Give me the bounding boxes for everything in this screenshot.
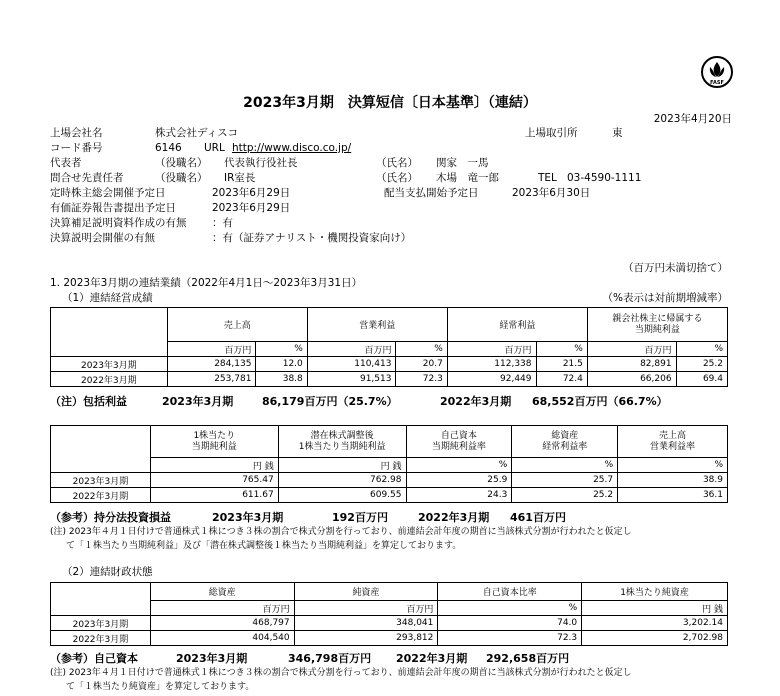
table-row: [51, 631, 728, 646]
own-capital-value1: 346,798百万円: [288, 652, 372, 665]
value-cell: 765.47: [150, 473, 278, 488]
url-label: URL: [204, 142, 225, 154]
unit-cell: 円 銭: [150, 458, 278, 473]
own-capital-value2: 292,658百万円: [486, 652, 570, 665]
col-header-total-assets: 総資産: [150, 583, 294, 601]
value-cell: 110,413: [307, 357, 396, 372]
value-cell: 92,449: [447, 372, 536, 387]
unit-cell: 百万円: [447, 342, 536, 357]
rep-name-label: （氏名）: [376, 157, 418, 169]
comprehensive-income-value2: 68,552百万円（66.7%）: [532, 395, 668, 408]
unit-cell: 百万円: [307, 342, 396, 357]
col-header-sales: 売上高: [167, 308, 307, 342]
value-cell: 2,702.98: [582, 631, 728, 646]
operating-results-table: [50, 307, 728, 387]
value-cell: 25.9: [406, 473, 512, 488]
note2-line1: (注) 2023年４月１日付けで普通株式１株につき３株の割合で株式分割を行っており、前連結会計年度の期首に当該株式分割が行われたと仮定し: [50, 668, 632, 678]
equity-method-period2: 2022年3月期: [418, 511, 490, 524]
unit-cell: 百万円: [167, 342, 256, 357]
value-cell: 404,540: [150, 631, 294, 646]
row-label: 2023年3月期: [51, 473, 151, 488]
supplementary-value: ：有: [212, 217, 233, 229]
value-cell: 38.8: [256, 372, 307, 387]
tel-value: 03-4590-1111: [567, 172, 642, 184]
corner-cell: [51, 583, 151, 601]
rep-label: 代表者: [50, 157, 82, 169]
contact-title-label: （役職名）: [155, 172, 208, 184]
unit-cell: 円 銭: [582, 601, 728, 616]
financial-position-table: [50, 582, 728, 646]
sub1-note: （%表示は対前期増減率）: [602, 292, 728, 304]
row-label: 2022年3月期: [51, 631, 151, 646]
comprehensive-income-value1: 86,179百万円（25.7%）: [262, 395, 398, 408]
unit-cell: %: [406, 458, 512, 473]
listed-label: 上場会社名: [50, 127, 103, 139]
comprehensive-income-label: （注）包括利益: [50, 395, 127, 408]
col-header-eps: 1株当たり 当期純利益: [150, 426, 278, 458]
supplementary-label: 決算補足説明資料作成の有無: [50, 217, 187, 229]
unit-row-label: [51, 342, 168, 357]
value-cell: 3,202.14: [582, 616, 728, 631]
value-cell: 72.3: [438, 631, 582, 646]
value-cell: 12.0: [256, 357, 307, 372]
row-label: 2023年3月期: [51, 616, 151, 631]
tel-label: TEL: [538, 172, 557, 184]
own-capital-label: （参考）自己資本: [50, 652, 138, 665]
code-value: 6146: [155, 142, 182, 154]
table-row: [51, 372, 728, 387]
sub2-heading: （2）連結財政状態: [62, 566, 153, 578]
unit-cell: %: [396, 342, 447, 357]
row-label: 2022年3月期: [51, 488, 151, 503]
value-cell: 66,206: [587, 372, 676, 387]
value-cell: 74.0: [438, 616, 582, 631]
contact-title: IR室長: [224, 172, 256, 184]
unit-cell: 百万円: [150, 601, 294, 616]
corner-cell: [51, 426, 151, 458]
value-cell: 25.7: [512, 473, 618, 488]
value-cell: 38.9: [618, 473, 728, 488]
logo-text: FASF: [710, 80, 724, 86]
release-date: 2023年4月20日: [653, 113, 732, 125]
own-capital-period1: 2023年3月期: [176, 652, 248, 665]
value-cell: 24.3: [406, 488, 512, 503]
value-cell: 82,891: [587, 357, 676, 372]
value-cell: 609.55: [278, 488, 406, 503]
comprehensive-income-period2: 2022年3月期: [440, 395, 512, 408]
table-row: [51, 357, 728, 372]
company-url-link[interactable]: http://www.disco.co.jp/: [232, 142, 352, 154]
agm-date: 2023年6月29日: [212, 187, 291, 199]
col-header-operating-margin: 売上高 営業利益率: [618, 426, 728, 458]
unit-cell: %: [256, 342, 307, 357]
col-header-operating-income: 営業利益: [307, 308, 447, 342]
dividend-date: 2023年6月30日: [512, 187, 591, 199]
exchange-label: 上場取引所: [525, 127, 578, 139]
section1-heading: 1. 2023年3月期の連結業績（2022年4月1日～2023年3月31日）: [50, 277, 363, 289]
col-header-ordinary-income: 経常利益: [447, 308, 587, 342]
table-row: [51, 488, 728, 503]
row-label: 2023年3月期: [51, 357, 168, 372]
code-label: コード番号: [50, 142, 103, 154]
col-header-bps: 1株当たり純資産: [582, 583, 728, 601]
briefing-value: ：有（証券アナリスト・機関投資家向け）: [212, 232, 412, 244]
col-header-roe: 自己資本 当期純利益率: [406, 426, 512, 458]
fasf-logo: [700, 55, 734, 89]
unit-cell: %: [536, 342, 587, 357]
value-cell: 112,338: [447, 357, 536, 372]
corner-cell: [51, 308, 168, 342]
value-cell: 72.4: [536, 372, 587, 387]
equity-method-value2: 461百万円: [510, 511, 566, 524]
listed-value: 株式会社ディスコ: [155, 127, 239, 139]
value-cell: 284,135: [167, 357, 256, 372]
value-cell: 20.7: [396, 357, 447, 372]
col-header-net-assets: 純資産: [294, 583, 438, 601]
unit-cell: 百万円: [587, 342, 676, 357]
rep-name: 関家 一馬: [436, 157, 489, 169]
value-cell: 348,041: [294, 616, 438, 631]
row-label: 2022年3月期: [51, 372, 168, 387]
briefing-label: 決算説明会開催の有無: [50, 232, 155, 244]
value-cell: 21.5: [536, 357, 587, 372]
table-row: [51, 473, 728, 488]
contact-label: 問合せ先責任者: [50, 172, 124, 184]
value-cell: 293,812: [294, 631, 438, 646]
equity-method-label: （参考）持分法投資損益: [50, 511, 171, 524]
value-cell: 762.98: [278, 473, 406, 488]
col-header-diluted-eps: 潜在株式調整後 1株当たり当期純利益: [278, 426, 406, 458]
value-cell: 25.2: [676, 357, 727, 372]
value-cell: 72.3: [396, 372, 447, 387]
unit-cell: %: [438, 601, 582, 616]
contact-name: 木場 竜一郎: [436, 172, 499, 184]
unit-note: （百万円未満切捨て）: [623, 262, 728, 274]
col-header-net-income: 親会社株主に帰属する 当期純利益: [587, 308, 727, 342]
own-capital-period2: 2022年3月期: [396, 652, 468, 665]
unit-cell: 百万円: [294, 601, 438, 616]
rep-title: 代表執行役社長: [224, 157, 298, 169]
note1-line2: て「１株当たり当期純利益」及び「潜在株式調整後１株当たり当期純利益」を算定しております。: [66, 541, 462, 551]
unit-cell: %: [512, 458, 618, 473]
value-cell: 36.1: [618, 488, 728, 503]
col-header-equity-ratio: 自己資本比率: [438, 583, 582, 601]
note2-line2: て「１株当たり純資産」を算定しております。: [66, 682, 255, 692]
unit-row-label: [51, 601, 151, 616]
sub1-heading: （1）連結経営成績: [62, 292, 153, 304]
report-label: 有価証券報告書提出予定日: [50, 202, 176, 214]
page-title: 2023年3月期 決算短信〔日本基準〕（連結）: [243, 95, 537, 111]
comprehensive-income-period1: 2023年3月期: [162, 395, 234, 408]
table-row: [51, 616, 728, 631]
report-date: 2023年6月29日: [212, 202, 291, 214]
value-cell: 611.67: [150, 488, 278, 503]
value-cell: 253,781: [167, 372, 256, 387]
unit-row-label: [51, 458, 151, 473]
agm-label: 定時株主総会開催予定日: [50, 187, 166, 199]
equity-method-value1: 192百万円: [332, 511, 388, 524]
unit-cell: %: [618, 458, 728, 473]
value-cell: 69.4: [676, 372, 727, 387]
rep-title-label: （役職名）: [155, 157, 208, 169]
per-share-table: [50, 425, 728, 503]
unit-cell: %: [676, 342, 727, 357]
exchange-value: 東: [612, 127, 623, 139]
value-cell: 468,797: [150, 616, 294, 631]
note1-line1: (注) 2023年４月１日付けで普通株式１株につき３株の割合で株式分割を行っており、前連結会計年度の期首に当該株式分割が行われたと仮定し: [50, 527, 632, 537]
contact-name-label: （氏名）: [376, 172, 418, 184]
col-header-roa: 総資産 経常利益率: [512, 426, 618, 458]
equity-method-period1: 2023年3月期: [212, 511, 284, 524]
value-cell: 25.2: [512, 488, 618, 503]
dividend-label: 配当支払開始予定日: [384, 187, 479, 199]
unit-cell: 円 銭: [278, 458, 406, 473]
value-cell: 91,513: [307, 372, 396, 387]
